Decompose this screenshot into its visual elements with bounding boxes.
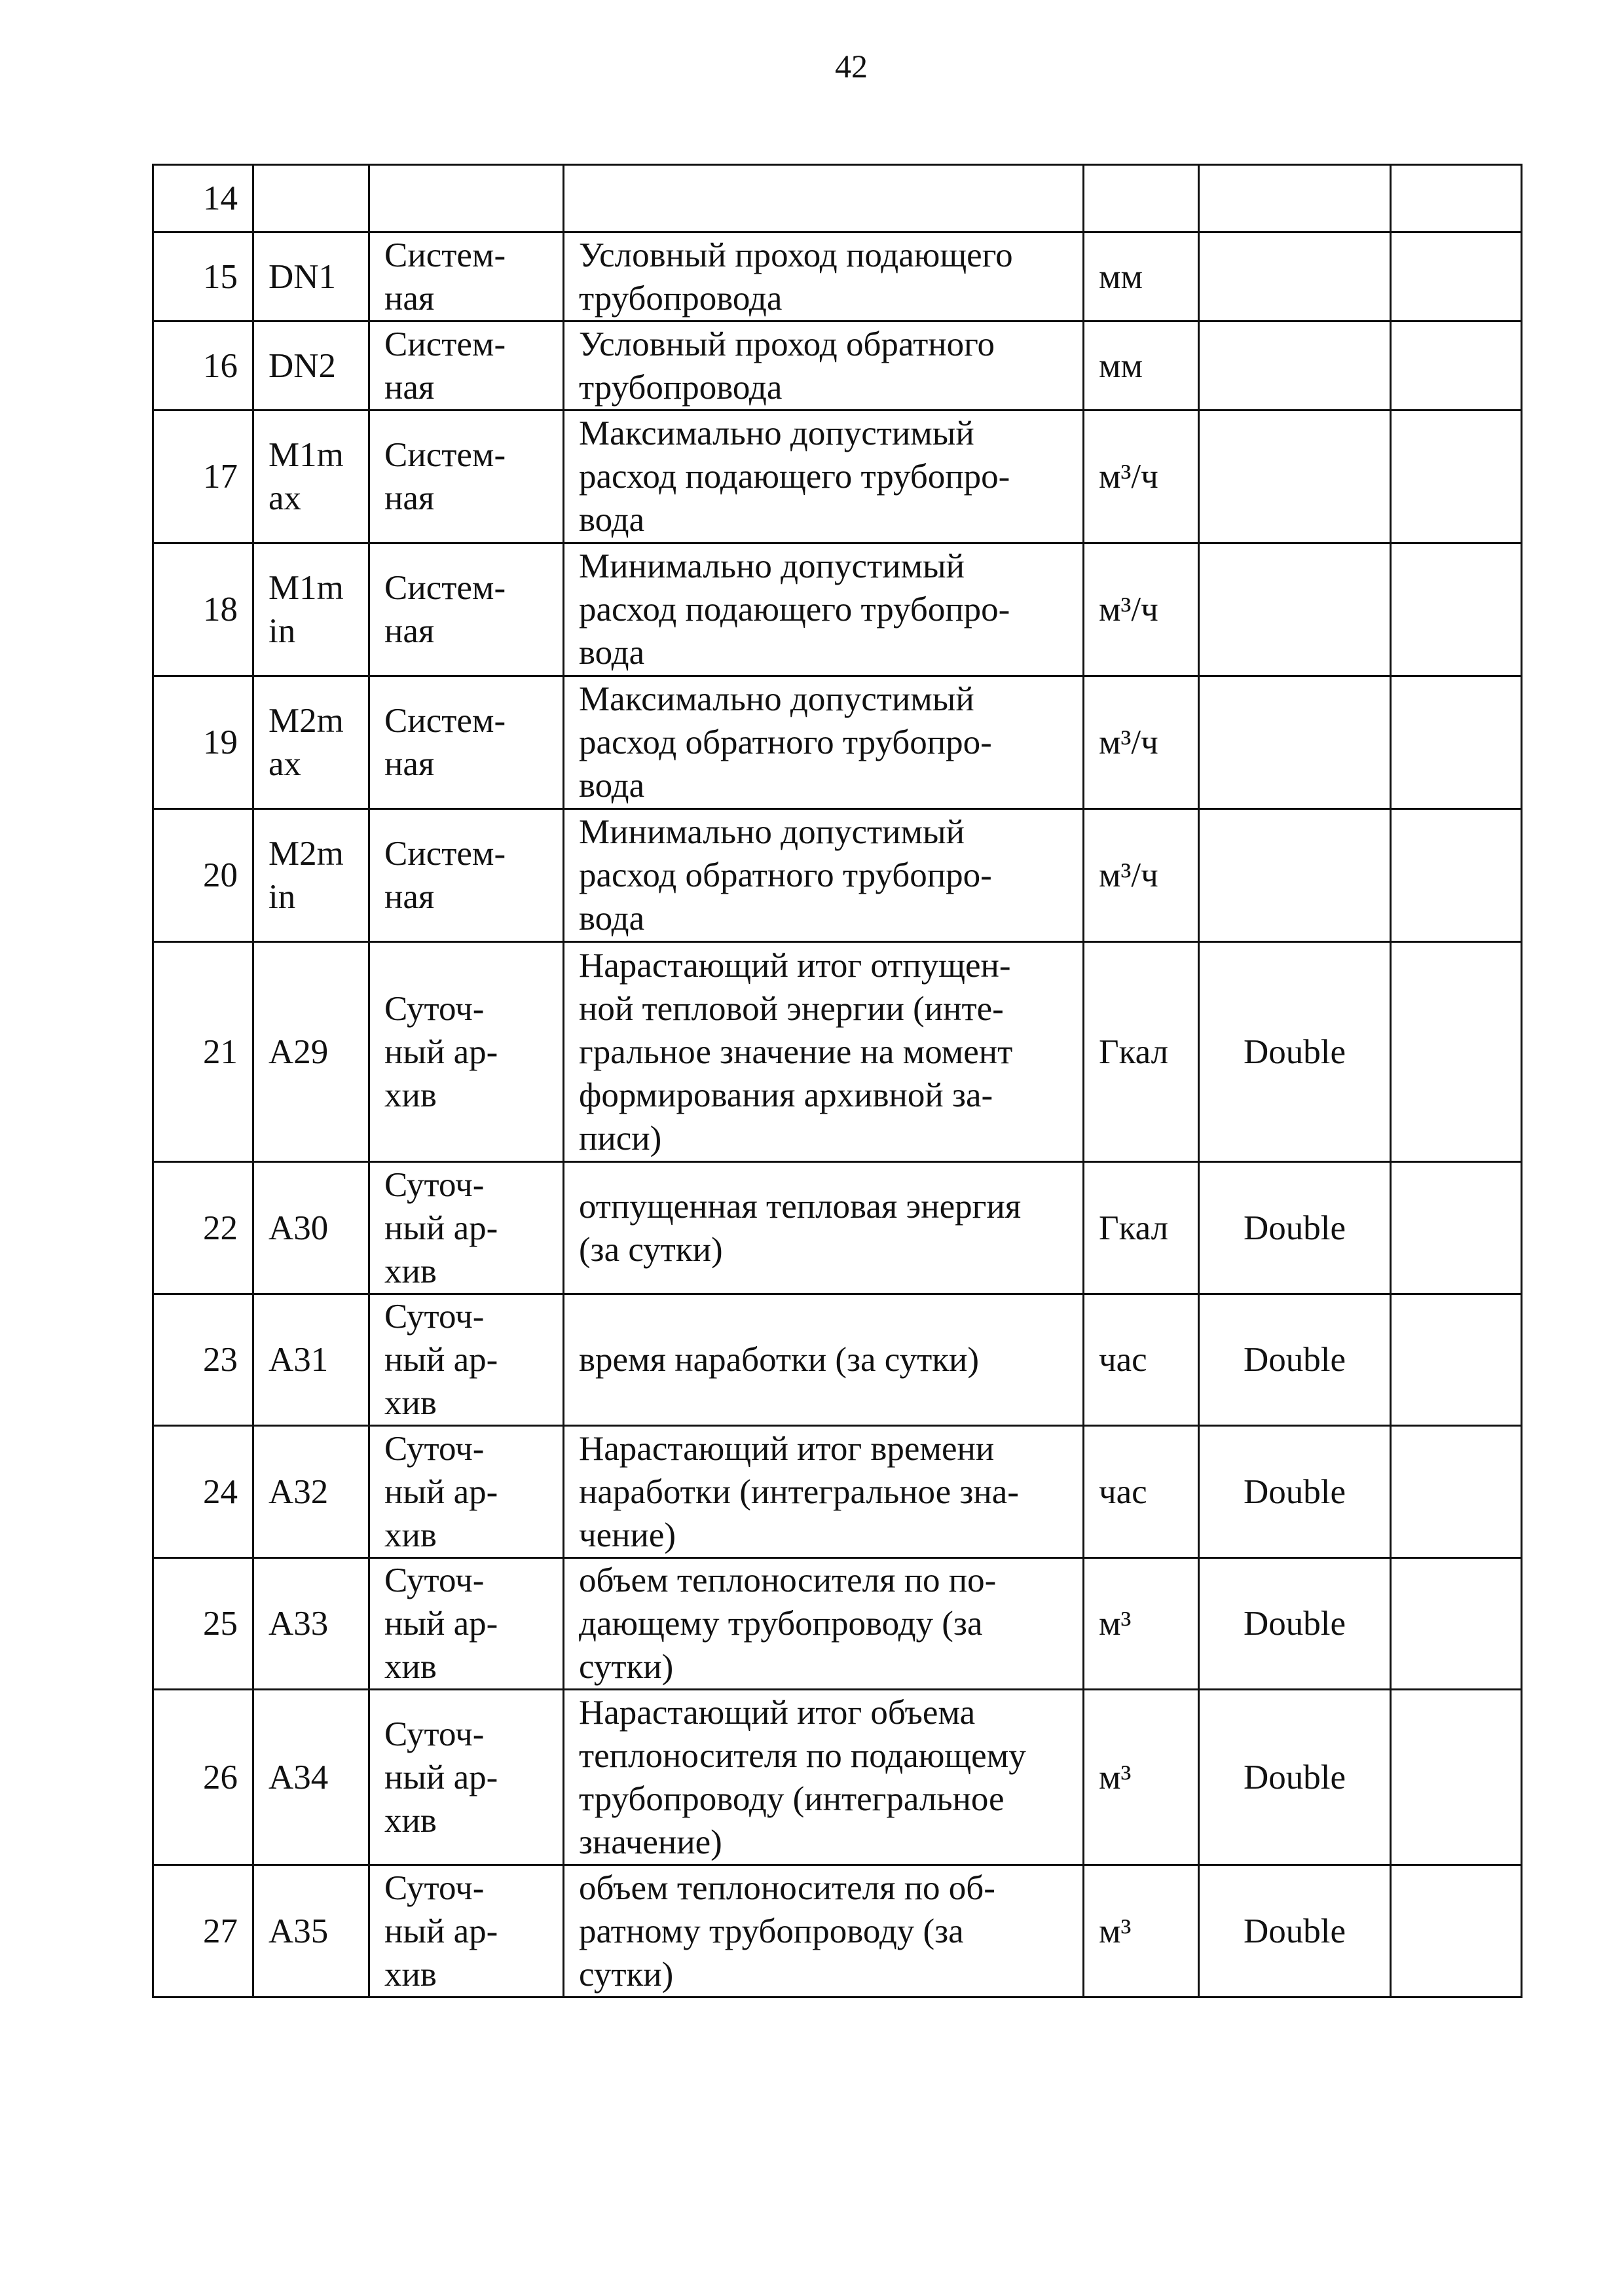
parameter-format <box>1199 165 1391 232</box>
parameter-extra <box>1391 543 1522 676</box>
parameter-description: Максимально допустимый расход подающего трубопро- вода <box>564 410 1084 543</box>
parameter-format: Double <box>1199 1294 1391 1426</box>
parameter-unit: Гкал <box>1084 1162 1199 1294</box>
parameter-description: Минимально допустимый расход обратного трубопро- вода <box>564 809 1084 942</box>
parameter-code: A34 <box>253 1690 369 1865</box>
parameter-type: Систем- ная <box>369 321 564 410</box>
row-number: 14 <box>153 165 253 232</box>
table-row <box>153 543 1522 676</box>
table-row <box>153 410 1522 543</box>
parameter-type: Систем- ная <box>369 676 564 809</box>
parameter-format: Double <box>1199 1690 1391 1865</box>
table-row <box>153 1558 1522 1690</box>
parameter-code: A32 <box>253 1426 369 1558</box>
parameter-type <box>369 165 564 232</box>
parameter-unit: м³/ч <box>1084 543 1199 676</box>
parameter-code: A30 <box>253 1162 369 1294</box>
parameter-code: DN1 <box>253 232 369 321</box>
parameter-description: объем теплоносителя по об- ратному трубопроводу (за сутки) <box>564 1865 1084 1997</box>
parameter-unit: м³/ч <box>1084 410 1199 543</box>
row-number: 24 <box>153 1426 253 1558</box>
parameter-extra <box>1391 321 1522 410</box>
parameter-code: A29 <box>253 942 369 1162</box>
row-number: 23 <box>153 1294 253 1426</box>
parameter-unit: м³/ч <box>1084 809 1199 942</box>
parameter-format <box>1199 809 1391 942</box>
row-number: 20 <box>153 809 253 942</box>
table-row <box>153 321 1522 410</box>
row-number: 16 <box>153 321 253 410</box>
parameter-unit <box>1084 165 1199 232</box>
parameter-description: Нарастающий итог отпущен- ной тепловой энергии (инте- гральное значение на момент формирования архивной за- писи) <box>564 942 1084 1162</box>
parameter-description <box>564 165 1084 232</box>
parameter-extra <box>1391 1690 1522 1865</box>
parameter-description: Условный проход подающего трубопровода <box>564 232 1084 321</box>
parameter-extra <box>1391 165 1522 232</box>
parameter-unit: м³ <box>1084 1865 1199 1997</box>
parameter-table <box>152 164 1522 1998</box>
parameter-format: Double <box>1199 942 1391 1162</box>
parameter-description: объем теплоносителя по по- дающему трубопроводу (за сутки) <box>564 1558 1084 1690</box>
parameter-description: Условный проход обратного трубопровода <box>564 321 1084 410</box>
row-number: 15 <box>153 232 253 321</box>
table-row <box>153 232 1522 321</box>
table-row <box>153 1162 1522 1294</box>
row-number: 19 <box>153 676 253 809</box>
table-row <box>153 1294 1522 1426</box>
parameter-code: DN2 <box>253 321 369 410</box>
parameter-description: Минимально допустимый расход подающего трубопро- вода <box>564 543 1084 676</box>
parameter-unit: час <box>1084 1294 1199 1426</box>
table-row <box>153 809 1522 942</box>
table-row <box>153 1426 1522 1558</box>
parameter-code: M2m ax <box>253 676 369 809</box>
table-row <box>153 676 1522 809</box>
parameter-extra <box>1391 809 1522 942</box>
parameter-format <box>1199 410 1391 543</box>
row-number: 21 <box>153 942 253 1162</box>
parameter-type: Суточ- ный ар- хив <box>369 942 564 1162</box>
parameter-unit: мм <box>1084 321 1199 410</box>
parameter-unit: мм <box>1084 232 1199 321</box>
parameter-type: Суточ- ный ар- хив <box>369 1294 564 1426</box>
parameter-format <box>1199 321 1391 410</box>
parameter-code: A31 <box>253 1294 369 1426</box>
row-number: 26 <box>153 1690 253 1865</box>
row-number: 17 <box>153 410 253 543</box>
row-number: 22 <box>153 1162 253 1294</box>
table-row <box>153 1865 1522 1997</box>
parameter-type: Систем- ная <box>369 543 564 676</box>
parameter-format <box>1199 676 1391 809</box>
parameter-code: M1m in <box>253 543 369 676</box>
row-number: 27 <box>153 1865 253 1997</box>
parameter-type: Систем- ная <box>369 809 564 942</box>
parameter-code: A35 <box>253 1865 369 1997</box>
parameter-extra <box>1391 1558 1522 1690</box>
parameter-unit: м³ <box>1084 1690 1199 1865</box>
parameter-format: Double <box>1199 1162 1391 1294</box>
parameter-extra <box>1391 942 1522 1162</box>
page-number: 42 <box>835 48 868 84</box>
parameter-format: Double <box>1199 1558 1391 1690</box>
parameter-type: Суточ- ный ар- хив <box>369 1162 564 1294</box>
parameter-extra <box>1391 1162 1522 1294</box>
parameter-unit: час <box>1084 1426 1199 1558</box>
parameter-code <box>253 165 369 232</box>
parameter-extra <box>1391 232 1522 321</box>
parameter-type: Суточ- ный ар- хив <box>369 1865 564 1997</box>
parameter-code: A33 <box>253 1558 369 1690</box>
table-row <box>153 1690 1522 1865</box>
parameter-type: Систем- ная <box>369 232 564 321</box>
parameter-description: время наработки (за сутки) <box>564 1294 1084 1426</box>
parameter-format <box>1199 543 1391 676</box>
row-number: 25 <box>153 1558 253 1690</box>
parameter-type: Суточ- ный ар- хив <box>369 1426 564 1558</box>
parameter-extra <box>1391 1294 1522 1426</box>
parameter-unit: м³/ч <box>1084 676 1199 809</box>
parameter-extra <box>1391 676 1522 809</box>
parameter-unit: Гкал <box>1084 942 1199 1162</box>
parameter-format <box>1199 232 1391 321</box>
parameter-description: отпущенная тепловая энергия (за сутки) <box>564 1162 1084 1294</box>
table-row <box>153 942 1522 1162</box>
parameter-description: Максимально допустимый расход обратного трубопро- вода <box>564 676 1084 809</box>
parameter-description: Нарастающий итог времени наработки (интегральное зна- чение) <box>564 1426 1084 1558</box>
parameter-format: Double <box>1199 1426 1391 1558</box>
row-number: 18 <box>153 543 253 676</box>
parameter-extra <box>1391 1426 1522 1558</box>
parameter-code: M2m in <box>253 809 369 942</box>
parameter-unit: м³ <box>1084 1558 1199 1690</box>
parameter-extra <box>1391 410 1522 543</box>
parameter-code: M1m ax <box>253 410 369 543</box>
parameter-type: Суточ- ный ар- хив <box>369 1558 564 1690</box>
table-row <box>153 165 1522 232</box>
parameter-type: Суточ- ный ар- хив <box>369 1690 564 1865</box>
parameter-description: Нарастающий итог объема теплоносителя по подающему трубопроводу (интегральное значение) <box>564 1690 1084 1865</box>
parameter-type: Систем- ная <box>369 410 564 543</box>
parameter-extra <box>1391 1865 1522 1997</box>
parameter-format: Double <box>1199 1865 1391 1997</box>
